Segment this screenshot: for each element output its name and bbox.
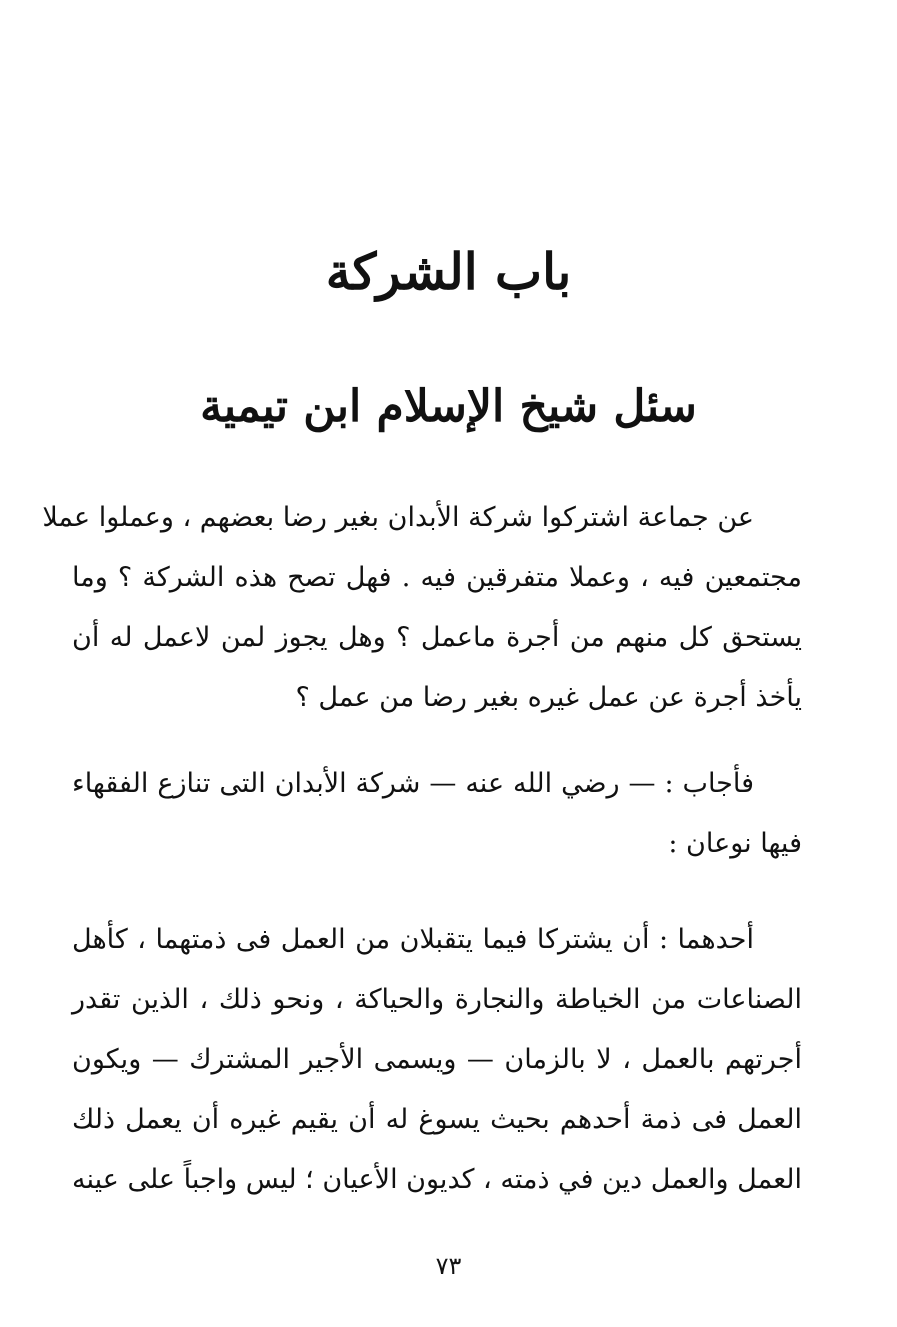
text-line: يأخذ أجرة عن عمل غيره بغير رضا من عمل ؟ <box>295 682 802 713</box>
question-paragraph <box>42 488 802 728</box>
text-line: أحدهما : أن يشتركا فيما يتقبلان من العمل فى ذمتهما ، كأهل <box>72 924 754 955</box>
text-line: عن جماعة اشتركوا شركة الأبدان بغير رضا بعضهم ، وعملوا عملا <box>42 502 754 533</box>
first-type-paragraph <box>72 910 802 1210</box>
text-line: أجرتهم بالعمل ، لا بالزمان — ويسمى الأجير المشترك — ويكون <box>72 1044 802 1075</box>
text-line: مجتمعين فيه ، وعملا متفرقين فيه . فهل تصح هذه الشركة ؟ وما <box>72 562 802 593</box>
text-line: العمل والعمل دين في ذمته ، كديون الأعيان ؛ ليس واجباً على عينه <box>72 1164 802 1195</box>
text-line: الصناعات من الخياطة والنجارة والحياكة ، ونحو ذلك ، الذين تقدر <box>72 984 802 1015</box>
answer-intro-paragraph <box>72 754 802 874</box>
chapter-title: باب الشركة <box>325 242 572 301</box>
text-line: العمل فى ذمة أحدهم بحيث يسوغ له أن يقيم غيره أن يعمل ذلك <box>72 1104 802 1135</box>
page-number: ٧٣ <box>435 1252 462 1280</box>
text-line: فيها نوعان : <box>668 828 802 859</box>
text-line: يستحق كل منهم من أجرة ماعمل ؟ وهل يجوز لمن لاعمل له أن <box>72 622 802 653</box>
question-heading: سئل شيخ الإسلام ابن تيمية <box>200 381 697 432</box>
text-line: فأجاب : — رضي الله عنه — شركة الأبدان التى تنازع الفقهاء <box>72 768 754 799</box>
